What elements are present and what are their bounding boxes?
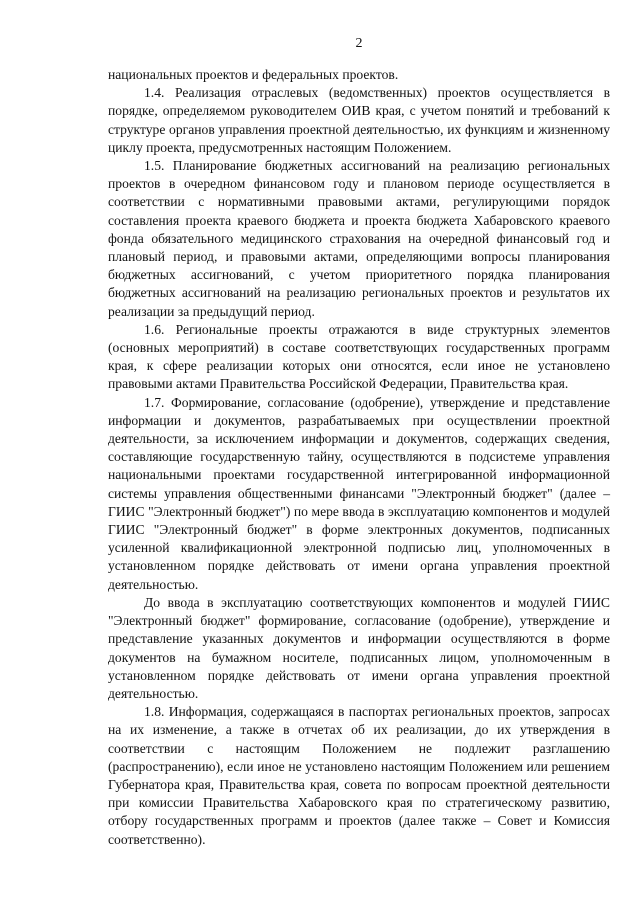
paragraph-1-7-continued: До ввода в эксплуатацию соответствующих компонентов и модулей ГИИС "Электронный бюджет" формирование, согласование (одобрение), утверждение и представление указанных документов и информации осуществляются в форме документов на бумажном носителе, подписанных лицом, уполномоченным в установленном порядке действовать от имени органа управления проектной деятельностью. [108, 594, 610, 701]
paragraph-1-4: 1.4. Реализация отраслевых (ведомственных) проектов осуществляется в порядке, определяемом руководителем ОИВ края, с учетом понятий и требований к структуре органов управления проектной деятельностью, их функциям и жизненному циклу проекта, предусмотренных настоящим Положением. [108, 85, 610, 155]
paragraph-1-8: 1.8. Информация, содержащаяся в паспортах региональных проектов, запросах на их изменение, а также в отчетах об их реализации, до их утверждения в соответствии с настоящим Положением не подлежит разглашению (распространению), если иное не установлено настоящим Положением или решением Губернатора края, Правительства края, совета по вопросам проектной деятельности при комиссии Правительства Хабаровского края по стратегическому развитию, отбору государственных программ и проектов (далее также – Совет и Комиссия соответственно). [108, 704, 610, 847]
paragraph-1-6: 1.6. Региональные проекты отражаются в виде структурных элементов (основных мероприятий) в составе соответствующих государственных программ края, к сфере реализации которых они относятся, если иное не установлено правовыми актами Правительства Российской Федерации, Правительства края. [108, 321, 610, 392]
page-number: 2 [355, 36, 363, 51]
paragraph-1-5: 1.5. Планирование бюджетных ассигнований на реализацию региональных проектов в очередном финансовом году и плановом периоде осуществляется в соответствии с нормативными правовыми актами, регулирующими порядок составления проекта краевого бюджета и проекта бюджета Хабаровского краевого фонда обязательного медицинского страхования на очередной финансовый год и плановый период, и правовыми актами, определяющими вопросы планирования бюджетных ассигнований, с учетом приоритетного порядка планирования бюджетных ассигнований на реализацию региональных проектов и результатов их реализации за предыдущий период. [108, 158, 610, 319]
paragraph-continuation: национальных проектов и федеральных проектов. [108, 67, 399, 82]
document-body [108, 66, 610, 849]
paragraph-1-7: 1.7. Формирование, согласование (одобрение), утверждение и представление информации и документов, разрабатываемых при осуществлении проектной деятельности, за исключением информации и документов, содержащих сведения, составляющие государственную тайну, осуществляются в подсистеме управления национальными проектами государственной интегрированной информационной системы управления общественными финансами "Электронный бюджет" (далее – ГИИС "Электронный бюджет") по мере ввода в эксплуатацию компонентов и модулей ГИИС "Электронный бюджет" в форме электронных документов, подписанных усиленной квалификационной электронной подписью лиц, уполномоченных в установленном порядке действовать от имени органа управления проектной деятельностью. [108, 394, 610, 592]
